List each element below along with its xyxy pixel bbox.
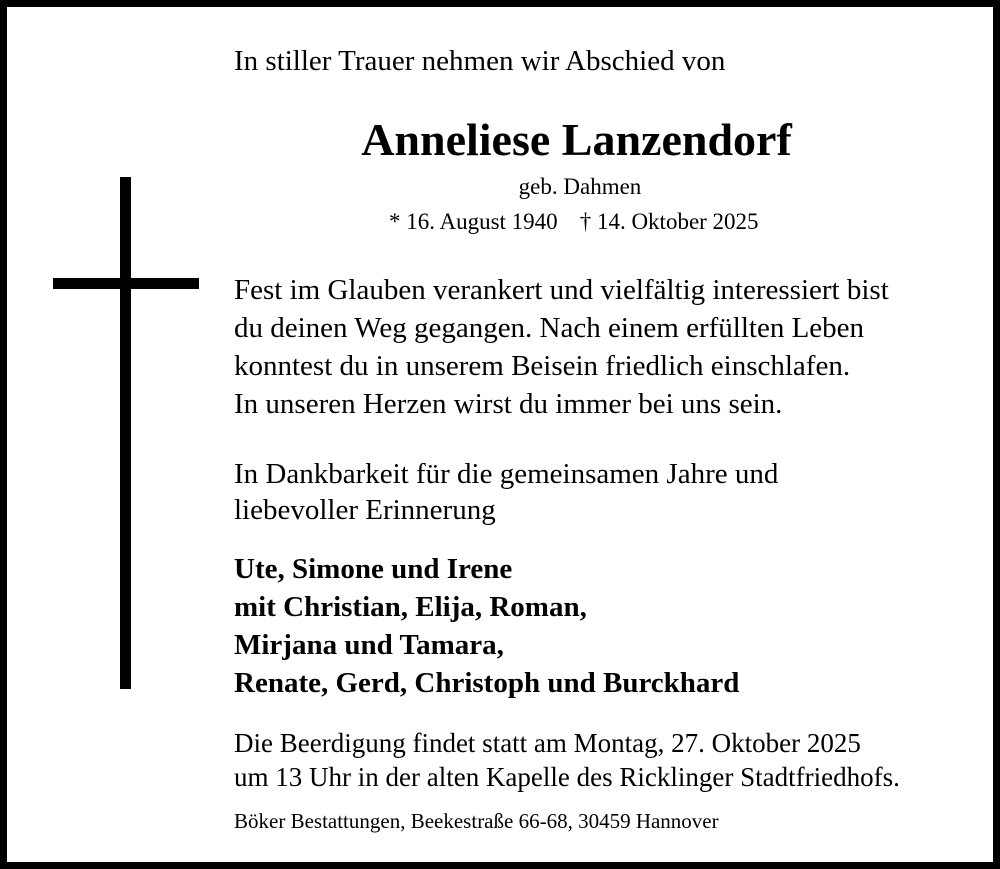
intro-line: In stiller Trauer nehmen wir Abschied von — [234, 45, 726, 77]
life-dates — [389, 210, 759, 233]
undertaker-info: Böker Bestattungen, Beekestraße 66-68, 30459 Hannover — [234, 809, 719, 833]
funeral-line: um 13 Uhr in der alten Kapelle des Ricklinger Stadtfriedhofs. — [234, 762, 900, 792]
thanks-line: In Dankbarkeit für die gemeinsamen Jahre und — [234, 458, 779, 490]
mourners-line: Renate, Gerd, Christoph und Burckhard — [234, 667, 740, 699]
funeral-info — [234, 726, 900, 794]
mourners-line: mit Christian, Elija, Roman, — [234, 591, 587, 623]
thanks-line: liebevoller Erinnerung — [234, 494, 496, 526]
verse-line: du deinen Weg gegangen. Nach einem erfüllten Leben — [234, 312, 865, 344]
mourners-list — [234, 550, 739, 702]
mourners-line: Mirjana und Tamara, — [234, 629, 504, 661]
cross-bar — [53, 278, 199, 289]
funeral-line: Die Beerdigung findet statt am Montag, 27. Oktober 2025 — [234, 728, 861, 758]
birth-date: * 16. August 1940 — [389, 209, 558, 234]
deceased-name: Anneliese Lanzendorf — [361, 114, 792, 165]
death-date: † 14. Oktober 2025 — [579, 209, 759, 234]
verse-line: Fest im Glauben verankert und vielfältig interessiert bist — [234, 274, 889, 306]
verse-line: konntest du in unserem Beisein friedlich einschlafen. — [234, 350, 851, 382]
birth-name: geb. Dahmen — [518, 174, 642, 199]
cross-icon — [120, 177, 131, 689]
thanks-text — [234, 456, 778, 528]
verse-line: In unseren Herzen wirst du immer bei uns sein. — [234, 388, 783, 420]
mourners-line: Ute, Simone und Irene — [234, 553, 513, 585]
memorial-verse — [234, 271, 889, 423]
